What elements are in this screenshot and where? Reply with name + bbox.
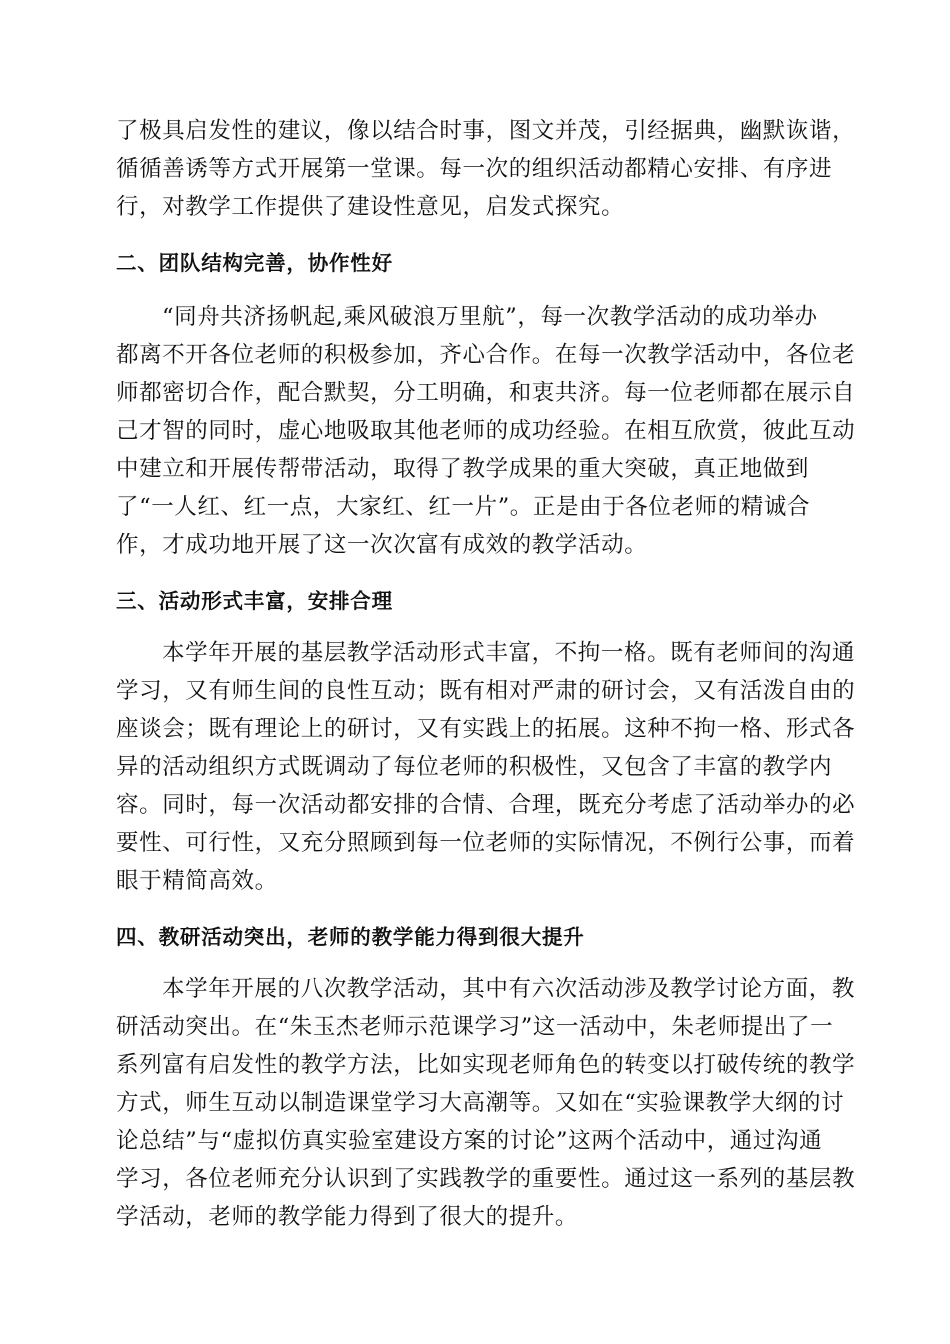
paragraph-line: 眼于精简高效。 [116, 868, 278, 894]
paragraph-line: 都离不开各位老师的积极参加，齐心合作。在每一次教学活动中，各位老 [116, 342, 856, 368]
paragraph-line: 己才智的同时，虚心地吸取其他老师的成功经验。在相互欣赏，彼此互动 [116, 418, 856, 444]
paragraph-line: 了“一人红、红一点，大家红、红一片”。正是由于各位老师的精诚合 [116, 494, 811, 520]
paragraph-line: 本学年开展的基层教学活动形式丰富，不拘一格。既有老师间的沟通 [162, 640, 856, 666]
section-heading: 二、团队结构完善，协作性好 [116, 251, 393, 275]
paragraph-line: 异的活动组织方式既调动了每位老师的积极性，又包含了丰富的教学内 [116, 754, 833, 780]
paragraph-line: “同舟共济扬帆起,乘风破浪万里航”，每一次教学活动的成功举办 [162, 304, 818, 330]
paragraph-line: 行，对教学工作提供了建设性意见，启发式探究。 [116, 194, 625, 220]
paragraph-line: 本学年开展的八次教学活动，其中有六次活动涉及教学讨论方面，教 [162, 976, 856, 1002]
paragraph-line: 方式，师生互动以制造课堂学习大高潮等。又如在“实验课教学大纲的讨 [116, 1090, 845, 1116]
paragraph-line: 座谈会；既有理论上的研讨，又有实践上的拓展。这种不拘一格、形式各 [116, 716, 856, 742]
paragraph-line: 师都密切合作，配合默契，分工明确，和衷共济。每一位老师都在展示自 [116, 380, 856, 406]
paragraph-line: 学习，各位老师充分认识到了实践教学的重要性。通过这一系列的基层教 [116, 1166, 856, 1192]
section-heading: 三、活动形式丰富，安排合理 [116, 589, 393, 613]
paragraph-line: 中建立和开展传帮带活动，取得了教学成果的重大突破，真正地做到 [116, 456, 810, 482]
paragraph-line: 要性、可行性，又充分照顾到每一位老师的实际情况，不例行公事，而着 [116, 830, 856, 856]
paragraph-line: 论总结”与“虚拟仿真实验室建设方案的讨论”这两个活动中，通过沟通 [116, 1128, 823, 1154]
paragraph-line: 容。同时，每一次活动都安排的合情、合理，既充分考虑了活动举办的必 [116, 792, 856, 818]
paragraph-line: 学习，又有师生间的良性互动；既有相对严肃的研讨会，又有活泼自由的 [116, 678, 856, 704]
section-heading: 四、教研活动突出，老师的教学能力得到很大提升 [116, 925, 585, 949]
paragraph-line: 了极具启发性的建议，像以结合时事，图文并茂，引经据典，幽默诙谐， [116, 118, 856, 144]
paragraph-line: 研活动突出。在“朱玉杰老师示范课学习”这一活动中，朱老师提出了一 [116, 1014, 834, 1040]
paragraph-line: 系列富有启发性的教学方法，比如实现老师角色的转变以打破传统的教学 [116, 1052, 856, 1078]
paragraph-line: 学活动，老师的教学能力得到了很大的提升。 [116, 1204, 579, 1230]
paragraph-line: 循循善诱等方式开展第一堂课。每一次的组织活动都精心安排、有序进 [116, 156, 833, 182]
paragraph-line: 作，才成功地开展了这一次次富有成效的教学活动。 [116, 532, 648, 558]
